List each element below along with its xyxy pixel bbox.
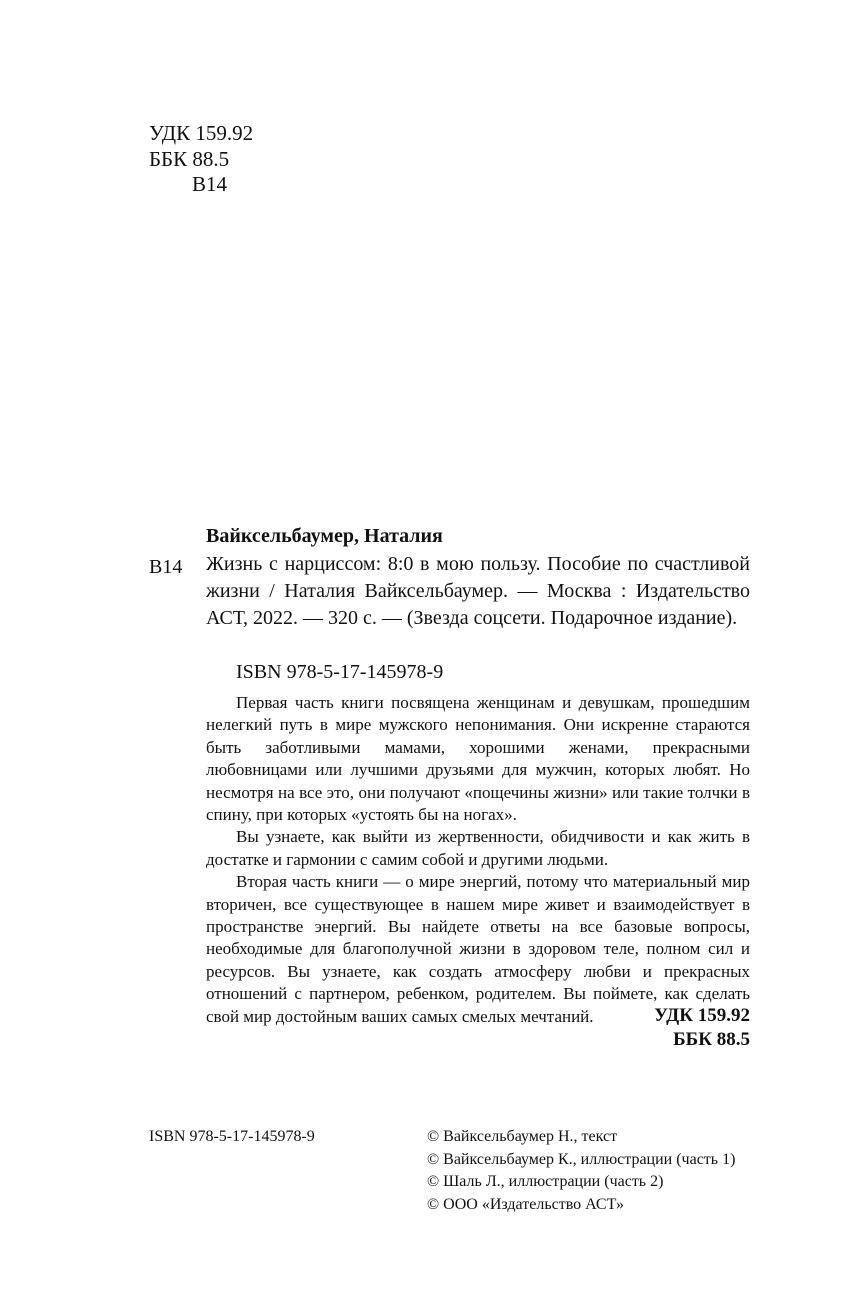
copyright-line: © Вайксельбаумер К., иллюстрации (часть 1)	[427, 1150, 736, 1168]
annotation	[206, 692, 750, 1028]
bibliographic-description: Жизнь с нарциссом: 8:0 в мою пользу. Пособие по счастливой жизни / Наталия Вайксельбаумер. — Москва : Издательство АСТ, 2022. — 320 с. — (Звезда соцсети. Подарочное издание).	[206, 553, 750, 629]
isbn-main: ISBN 978-5-17-145978-9	[236, 661, 444, 683]
copyright-list	[427, 1126, 735, 1216]
copyright-line: © ООО «Издательство АСТ»	[427, 1195, 624, 1213]
bbk-code-bottom: ББК 88.5	[673, 1029, 750, 1050]
author-mark: В14	[149, 556, 183, 578]
udk-code: УДК 159.92	[149, 121, 254, 145]
copyright-line: © Вайксельбаумер Н., текст	[427, 1128, 618, 1145]
bbk-code: ББК 88.5	[149, 147, 230, 171]
copyright-line: © Шаль Л., иллюстрации (часть 2)	[427, 1173, 664, 1190]
annotation-paragraph-2: Вы узнаете, как выйти из жертвенности, обидчивости и как жить в достатке и гармонии с самим собой и другими людьми.	[206, 827, 750, 869]
udk-code-bottom: УДК 159.92	[654, 1005, 750, 1026]
author-heading: Вайксельбаумер, Наталия	[206, 525, 443, 547]
isbn-footer: ISBN 978-5-17-145978-9	[149, 1128, 315, 1145]
annotation-paragraph-3: Вторая часть книги — о мире энергий, потому что материальный мир вторичен, все существующее в нашем мире живет и взаимодействует в пространстве энергий. Вы найдете ответы на все базовые вопросы, необходимые для благополучной жизни в здоровом теле, полном сил и ресурсов. Вы узнаете, как создать атмосферу любви и прекрасных отношений с партнером, ребенком, родителем. Вы поймете, как сделать свой мир достойным ваших самых смелых мечтаний.	[206, 872, 750, 1026]
annotation-paragraph-1: Первая часть книги посвящена женщинам и девушкам, прошедшим нелегкий путь в мире мужского непонимания. Они искренне стараются быть заботливыми мамами, хорошими женами, прекрасными любовницами или лучшими друзьями для мужчин, которых любят. Но несмотря на все это, они получают «пощечины жизни» или такие толчки в спину, при которых «устоять бы на ногах».	[206, 693, 750, 825]
author-mark-top: В14	[192, 172, 228, 196]
